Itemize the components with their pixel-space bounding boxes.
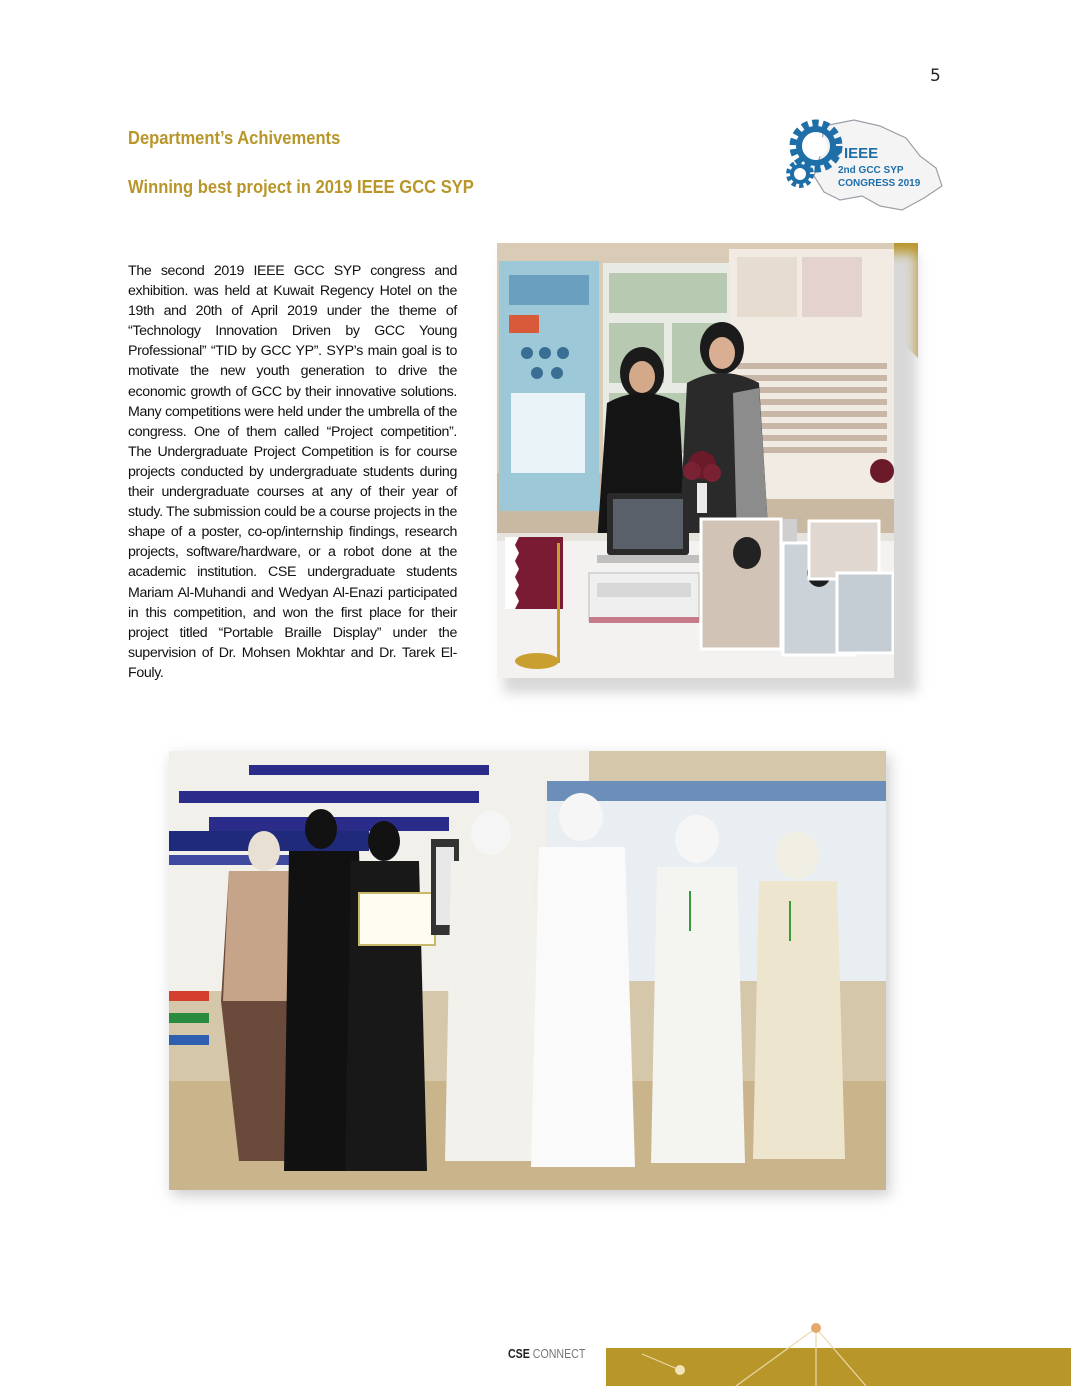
footer-decoration <box>606 1320 1071 1386</box>
logo-line1-text: 2nd GCC SYP <box>838 165 904 176</box>
article-subtitle: Winning best project in 2019 IEEE GCC SYP <box>128 177 474 197</box>
logo-line2-text: CONGRESS 2019 <box>838 178 921 189</box>
exhibition-photo-frame <box>497 243 917 693</box>
footer-brand-bold: CSE <box>508 1347 530 1361</box>
gear-map-logo-icon <box>784 112 946 212</box>
page-number: 5 <box>930 66 941 86</box>
ieee-gcc-syp-logo <box>784 112 946 212</box>
exhibition-booth-photo <box>497 243 894 678</box>
footer-brand <box>508 1347 585 1361</box>
footer-brand-light: CONNECT <box>532 1347 586 1361</box>
award-ceremony-photo <box>169 751 886 1190</box>
section-title: Department’s Achivements <box>128 128 341 148</box>
logo-brand-text: IEEE <box>844 145 879 162</box>
article-body: The second 2019 IEEE GCC SYP congress and exhibition. was held at Kuwait Regency Hotel on the 19th and 20th of April 2019 under the theme of “Technology Innovation Driven by GCC Young Professional” “TID by GCC YP”. SYP’s main goal is to motivate the new youth generation to drive the economic growth of GCC by their innovative solutions. Many competitions were held under the umbrella of the congress. One of them called “Project competition”. The Undergraduate Project Competition is for course projects conducted by undergraduate students during their undergraduate courses at any of their year of study. The submission could be a course projects in the shape of a poster, co-op/internship findings, research projects, software/hardware, or a robot done at the academic institution. CSE undergraduate students Mariam Al-Muhandi and Wedyan Al-Enazi participated in this competition, and won the first place for their project titled “Portable Braille Display” under the supervision of Dr. Mohsen Mokhtar and Dr. Tarek El-Fouly. <box>128 263 457 681</box>
